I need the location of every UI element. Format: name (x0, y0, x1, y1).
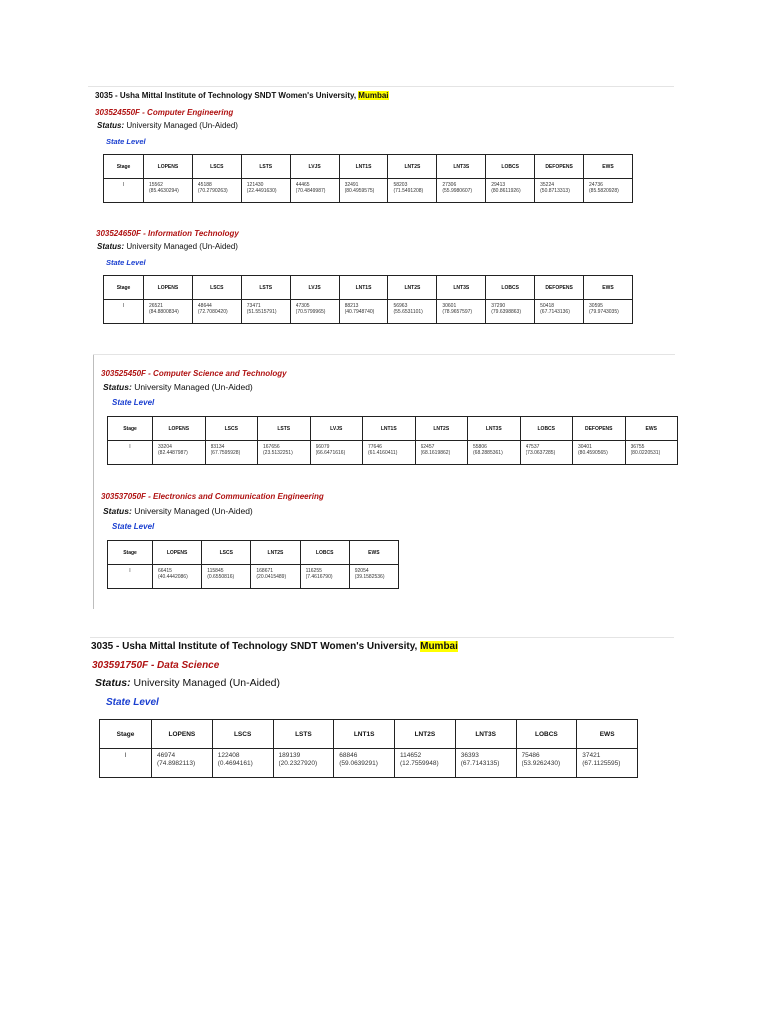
cutoff-cell (486, 179, 535, 203)
column-header-lscs: LSCS (192, 276, 241, 300)
merit-rank: 47305 (295, 303, 310, 309)
merit-rank: 30595 (589, 303, 603, 309)
cutoff-cell (516, 749, 577, 778)
column-header-lopens: LOPENS (153, 417, 206, 441)
stage-cell: I (100, 749, 152, 778)
city-name: Mumbai (358, 91, 389, 100)
percentile: (0.6550816) (207, 574, 235, 581)
percentile: (80.8611926) (491, 188, 521, 195)
merit-rank: 36393 (460, 752, 479, 759)
cutoff-cell (144, 300, 193, 324)
table-row (108, 565, 399, 589)
column-header-lnt2s: LNT2S (388, 276, 437, 300)
institute-heading (95, 91, 389, 100)
cutoff-cell (625, 441, 678, 465)
status-value: University Managed (Un-Aided) (134, 506, 253, 516)
cutoff-cell (241, 179, 290, 203)
percentile: (74.8982113) (157, 760, 196, 768)
cutoff-cell (437, 300, 486, 324)
merit-rank: 27306 (442, 182, 457, 188)
column-header-lnt1s: LNT1S (339, 276, 388, 300)
merit-rank: 77646 (368, 444, 382, 450)
level-label: State Level (106, 137, 146, 146)
percentile: (85.5820928) (589, 188, 619, 195)
percentile: (61.4160411) (368, 450, 398, 457)
column-header-stage: Stage (108, 541, 153, 565)
percentile: (80.4959575) (344, 188, 375, 195)
cutoff-cell (192, 300, 241, 324)
cutoff-table (103, 154, 633, 203)
status-label: Status: (95, 677, 131, 689)
column-header-lvjs: LVJS (290, 155, 339, 179)
column-header-lvjs: LVJS (310, 417, 363, 441)
column-header-lobcs: LOBCS (520, 417, 573, 441)
percentile: (80.0220531) (630, 450, 661, 457)
column-header-defopens: DEFOPENS (573, 417, 626, 441)
column-header-lobcs: LOBCS (516, 720, 577, 749)
cutoff-cell (205, 441, 258, 465)
percentile: (68.1619862) (420, 450, 451, 457)
percentile: (80.4590565) (578, 450, 608, 457)
percentile: (23.5132251) (263, 450, 293, 457)
merit-rank: 50418 (540, 303, 555, 309)
page-divider (93, 354, 675, 355)
cutoff-cell (535, 179, 584, 203)
status-label: Status: (97, 242, 125, 251)
cutoff-cell (437, 179, 486, 203)
table-header-row (104, 276, 633, 300)
column-header-lobcs: LOBCS (300, 541, 349, 565)
column-header-lsts: LSTS (241, 155, 290, 179)
merit-rank: 83134 (210, 444, 225, 450)
merit-rank: 45188 (197, 182, 212, 188)
percentile: (79.9743035) (589, 309, 619, 316)
percentile: (0.4694161) (217, 760, 253, 768)
percentile: (50.8713313) (540, 188, 570, 195)
percentile: (12.7559948) (400, 760, 439, 768)
percentile: (66.6471616) (315, 450, 346, 457)
cutoff-cell (584, 300, 633, 324)
merit-rank: 37290 (491, 303, 506, 309)
stage-cell: I (104, 179, 144, 203)
merit-rank: 55806 (473, 444, 487, 450)
merit-rank: 122408 (217, 752, 240, 759)
percentile: (40.4442086) (158, 574, 188, 581)
table-row (104, 179, 633, 203)
percentile: (68.2885361) (473, 450, 503, 457)
percentile: (55.9980607) (442, 188, 473, 195)
cutoff-cell (486, 300, 535, 324)
cutoff-cell (573, 441, 626, 465)
cutoff-cell (258, 441, 311, 465)
cutoff-table (99, 719, 638, 778)
cutoff-cell (144, 179, 193, 203)
column-header-lsts: LSTS (273, 720, 334, 749)
merit-rank: 58203 (393, 182, 408, 188)
merit-rank: 92054 (354, 568, 369, 574)
table-header-row (108, 417, 678, 441)
column-header-lnt1s: LNT1S (339, 155, 388, 179)
column-header-lobcs: LOBCS (486, 155, 535, 179)
percentile: (53.9262430) (521, 760, 561, 768)
merit-rank: 29413 (491, 182, 506, 188)
merit-rank: 167656 (263, 444, 280, 450)
cutoff-cell (349, 565, 398, 589)
merit-rank: 66079 (315, 444, 330, 450)
column-header-stage: Stage (100, 720, 152, 749)
column-header-lscs: LSCS (205, 417, 258, 441)
percentile: (20.2327920) (278, 760, 318, 768)
column-header-ews: EWS (625, 417, 678, 441)
column-header-lobcs: LOBCS (486, 276, 535, 300)
percentile: (7.4616790) (305, 574, 333, 581)
percentile: (22.4491630) (246, 188, 277, 195)
cutoff-cell (273, 749, 334, 778)
column-header-lnt3s: LNT3S (468, 417, 521, 441)
stage-cell: I (108, 441, 153, 465)
percentile: (70.4849987) (295, 188, 326, 195)
column-header-ews: EWS (577, 720, 638, 749)
cutoff-cell (415, 441, 468, 465)
merit-rank: 189139 (278, 752, 301, 759)
percentile: (82.4487987) (158, 450, 188, 457)
cutoff-cell (192, 179, 241, 203)
cutoff-cell (455, 749, 516, 778)
percentile: (84.8800834) (149, 309, 179, 316)
column-header-lnt1s: LNT1S (334, 720, 395, 749)
cutoff-cell (395, 749, 456, 778)
percentile: (51.5515791) (246, 309, 277, 316)
merit-rank: 168671 (256, 568, 274, 574)
column-header-lvjs: LVJS (290, 276, 339, 300)
column-header-ews: EWS (584, 276, 633, 300)
stage-cell: I (104, 300, 144, 324)
column-header-lnt3s: LNT3S (437, 276, 486, 300)
column-header-lnt1s: LNT1S (363, 417, 416, 441)
percentile: (55.6531101) (393, 309, 423, 316)
table-row (104, 300, 633, 324)
percentile: (73.0637285) (525, 450, 556, 457)
merit-rank: 75486 (521, 752, 540, 759)
cutoff-cell (153, 565, 202, 589)
percentile: (85.4630294) (149, 188, 179, 195)
merit-rank: 47537 (525, 444, 540, 450)
level-label: State Level (112, 522, 155, 531)
cutoff-table (107, 540, 399, 589)
table-header-row (108, 541, 399, 565)
column-header-lnt2s: LNT2S (388, 155, 437, 179)
merit-rank: 48644 (197, 303, 212, 309)
institute-name: 3035 - Usha Mittal Institute of Technology SNDT Women's University, (95, 91, 359, 100)
cutoff-cell (468, 441, 521, 465)
page-border (93, 354, 94, 609)
cutoff-cell (241, 300, 290, 324)
merit-rank: 26521 (149, 303, 163, 309)
percentile: (79.6398863) (491, 309, 521, 316)
column-header-lnt3s: LNT3S (437, 155, 486, 179)
status-label: Status: (103, 506, 132, 516)
column-header-lnt2s: LNT2S (415, 417, 468, 441)
cutoff-cell (310, 441, 363, 465)
column-header-stage: Stage (104, 276, 144, 300)
cutoff-cell (334, 749, 395, 778)
cutoff-cell (300, 565, 349, 589)
percentile: (20.0415489) (256, 574, 287, 581)
page-divider (90, 637, 674, 638)
merit-rank: 35224 (540, 182, 555, 188)
institute-name: 3035 - Usha Mittal Institute of Technology SNDT Women's University, (91, 641, 421, 652)
column-header-lscs: LSCS (202, 541, 251, 565)
column-header-lopens: LOPENS (152, 720, 213, 749)
status-value: University Managed (Un-Aided) (126, 242, 238, 251)
merit-rank: 73471 (246, 303, 261, 309)
merit-rank: 46974 (157, 752, 176, 759)
cutoff-table (103, 275, 633, 324)
merit-rank: 30601 (442, 303, 457, 309)
merit-rank: 121430 (246, 182, 264, 188)
level-label: State Level (106, 258, 146, 267)
cutoff-cell (584, 179, 633, 203)
cutoff-cell (212, 749, 273, 778)
column-header-lopens: LOPENS (153, 541, 202, 565)
status-value: University Managed (Un-Aided) (126, 121, 238, 130)
status-label: Status: (103, 382, 132, 392)
column-header-lopens: LOPENS (144, 155, 193, 179)
cutoff-cell (520, 441, 573, 465)
percentile: (72.7080420) (197, 309, 228, 316)
column-header-lnt3s: LNT3S (455, 720, 516, 749)
course-status (97, 121, 238, 130)
cutoff-cell (152, 749, 213, 778)
percentile: (40.7948740) (344, 309, 375, 316)
course-status (97, 242, 238, 251)
table-row (100, 749, 638, 778)
merit-rank: 115845 (207, 568, 224, 574)
merit-rank: 33204 (158, 444, 172, 450)
percentile: (67.1125595) (582, 760, 621, 768)
cutoff-table (107, 416, 678, 465)
column-header-lscs: LSCS (212, 720, 273, 749)
percentile: (78.9657597) (442, 309, 473, 316)
institute-heading (91, 641, 458, 652)
course-title: 303591750F - Data Science (92, 660, 220, 671)
merit-rank: 15562 (149, 182, 163, 188)
stage-cell: I (108, 565, 153, 589)
column-header-ews: EWS (349, 541, 398, 565)
merit-rank: 32491 (344, 182, 359, 188)
course-status (103, 506, 253, 516)
percentile: (67.7595928) (210, 450, 241, 457)
merit-rank: 66415 (158, 568, 172, 574)
merit-rank: 30401 (578, 444, 592, 450)
column-header-stage: Stage (104, 155, 144, 179)
cutoff-cell (251, 565, 300, 589)
merit-rank: 37421 (582, 752, 601, 759)
percentile: (67.7143136) (540, 309, 570, 316)
table-header-row (100, 720, 638, 749)
percentile: (70.5799965) (295, 309, 326, 316)
merit-rank: 88213 (344, 303, 359, 309)
column-header-stage: Stage (108, 417, 153, 441)
status-value: University Managed (Un-Aided) (134, 382, 253, 392)
level-label: State Level (112, 398, 155, 407)
city-name: Mumbai (420, 641, 458, 652)
course-title: 303524650F - Information Technology (96, 229, 239, 238)
merit-rank: 116255 (305, 568, 322, 574)
course-status (103, 382, 253, 392)
merit-rank: 36755 (630, 444, 645, 450)
column-header-lopens: LOPENS (144, 276, 193, 300)
merit-rank: 62457 (420, 444, 435, 450)
column-header-lnt2s: LNT2S (251, 541, 300, 565)
cutoff-cell (577, 749, 638, 778)
course-title: 303524550F - Computer Engineering (95, 108, 234, 117)
column-header-ews: EWS (584, 155, 633, 179)
merit-rank: 44465 (295, 182, 310, 188)
column-header-defopens: DEFOPENS (535, 155, 584, 179)
status-value: University Managed (Un-Aided) (133, 677, 280, 689)
cutoff-cell (290, 300, 339, 324)
column-header-defopens: DEFOPENS (535, 276, 584, 300)
column-header-lsts: LSTS (241, 276, 290, 300)
cutoff-cell (202, 565, 251, 589)
course-title: 303525450F - Computer Science and Technology (101, 369, 287, 378)
column-header-lnt2s: LNT2S (395, 720, 456, 749)
cutoff-cell (153, 441, 206, 465)
percentile: (67.7143135) (460, 760, 500, 768)
cutoff-cell (363, 441, 416, 465)
course-status (95, 677, 280, 689)
percentile: (59.0639291) (339, 760, 378, 768)
merit-rank: 24736 (589, 182, 603, 188)
merit-rank: 56963 (393, 303, 408, 309)
status-label: Status: (97, 121, 125, 130)
table-header-row (104, 155, 633, 179)
percentile: (39.1582536) (354, 574, 385, 581)
cutoff-cell (388, 300, 437, 324)
column-header-lscs: LSCS (192, 155, 241, 179)
cutoff-cell (339, 179, 388, 203)
level-label: State Level (106, 697, 159, 708)
percentile: (70.2790263) (197, 188, 228, 195)
page-divider (88, 86, 674, 87)
cutoff-cell (290, 179, 339, 203)
cutoff-cell (339, 300, 388, 324)
cutoff-cell (535, 300, 584, 324)
table-row (108, 441, 678, 465)
merit-rank: 68846 (339, 752, 358, 759)
percentile: (71.5491208) (393, 188, 424, 195)
merit-rank: 114652 (400, 752, 422, 759)
course-title: 303537050F - Electronics and Communication Engineering (101, 492, 324, 501)
column-header-lsts: LSTS (258, 417, 311, 441)
cutoff-cell (388, 179, 437, 203)
